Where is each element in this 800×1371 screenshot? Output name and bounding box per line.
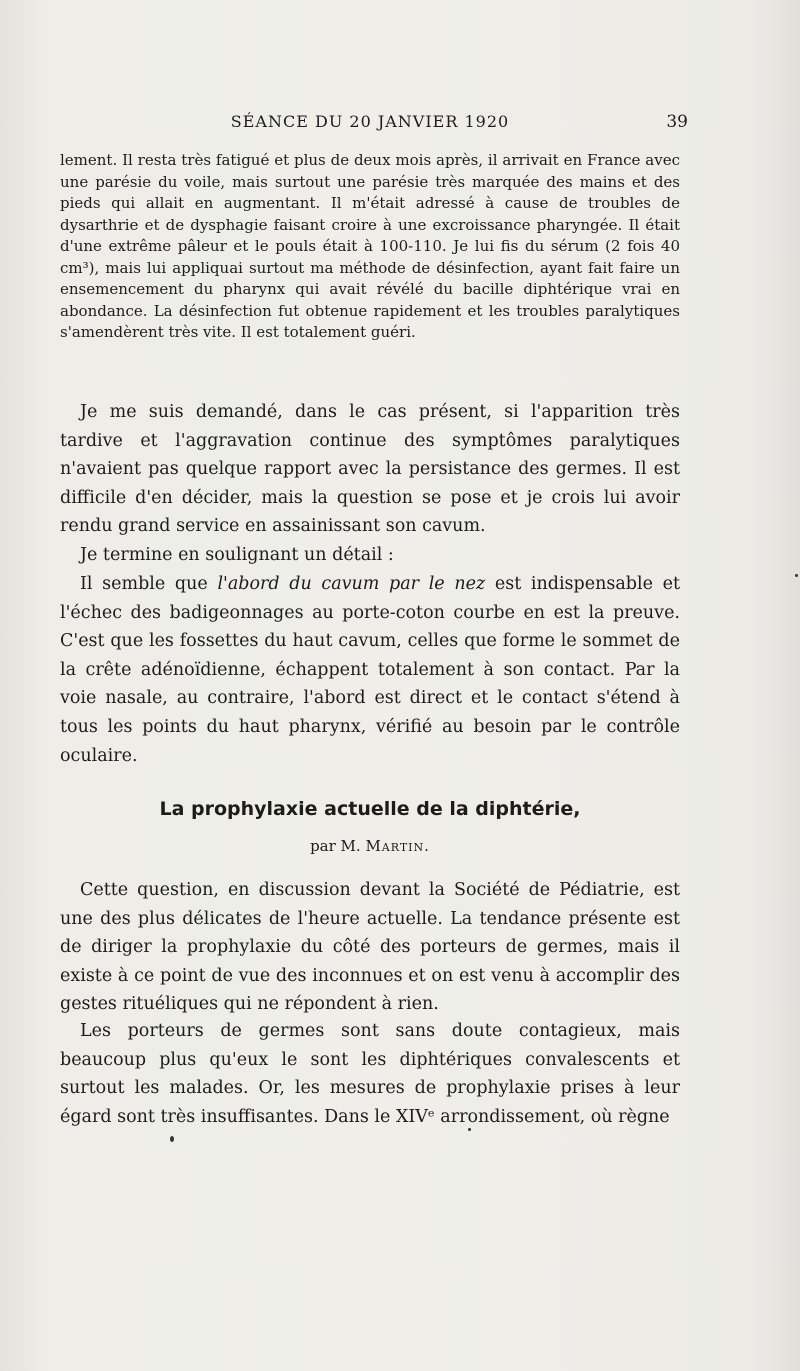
section-paragraph-2: Les porteurs de germes sont sans doute contagieux, mais beaucoup plus qu'eux le sont les diphtériques convalescents et surtout les malades. Or, les mesures de prophylaxie prises à leur égard sont très insuffisantes. Dans le XIVᵉ arrondissement, où règne: [60, 1021, 680, 1127]
discussion-paragraph-2: Je termine en soulignant un détail :: [80, 545, 394, 565]
ink-speck: [468, 1128, 471, 1131]
byline-prefix: par M.: [310, 837, 366, 855]
page-number: 39: [666, 112, 688, 132]
running-header: [60, 112, 688, 142]
byline: [60, 837, 680, 855]
paragraph-3-italic: l'abord du cavum par le nez: [217, 574, 486, 594]
paragraph-3-rest: est indispensable et l'échec des badigeonnages au porte-coton courbe en est la preuve. C'est que les fossettes du haut cavum, celles que forme le sommet de la crête adénoïdienne, échappent totalement à son contact. Par la voie nasale, au contraire, l'abord est direct et le contact s'étend à tous les points du haut pharynx, vérifié au besoin par le contrôle oculaire.: [60, 574, 680, 766]
discussion-paragraph-1: Je me suis demandé, dans le cas présent, si l'apparition très tardive et l'aggravation continue des symptômes paralytiques n'avaient pas quelque rapport avec la persistance des germes. Il est difficile d'en décider, mais la question se pose et je crois lui avoir rendu grand service en assainissant son cavum.: [60, 402, 680, 537]
section-title: La prophylaxie actuelle de la diphtérie,: [159, 798, 581, 820]
section-paragraph-1: Cette question, en discussion devant la Société de Pédiatrie, est une des plus délicates de l'heure actuelle. La tendance présente est de diriger la prophylaxie du côté des porteurs de germes, mais il existe à ce point de vue des inconnues et on est venu à accomplir des gestes rituéliques qui ne répondent à rien.: [60, 880, 680, 1015]
byline-author: Martin.: [365, 837, 430, 855]
discussion-paragraph-3: [60, 570, 680, 770]
paragraph-3-start: Il semble que: [80, 574, 218, 594]
running-title: SÉANCE DU 20 JANVIER 1920: [230, 112, 510, 131]
ink-speck: [170, 1136, 174, 1142]
ink-speck: [795, 574, 798, 577]
continuation-paragraph: lement. Il resta très fatigué et plus de deux mois après, il arrivait en France avec une parésie du voile, mais surtout une parésie très marquée des mains et des pieds qui allait en augmentant. Il m'était adressé à cause de troubles de dysarthrie et de dysphagie faisant croire à une excroissance pharyngée. Il était d'une extrême pâleur et le pouls était à 100-110. Je lui fis du sérum (2 fois 40 cm³), mais lui appliquai surtout ma méthode de désinfection, ayant fait faire un ensemencement du pharynx qui avait révélé du bacille diphtérique vrai en abondance. La désinfection fut obtenue rapidement et les troubles paralytiques s'amendèrent très vite. Il est totalement guéri.: [60, 151, 680, 341]
